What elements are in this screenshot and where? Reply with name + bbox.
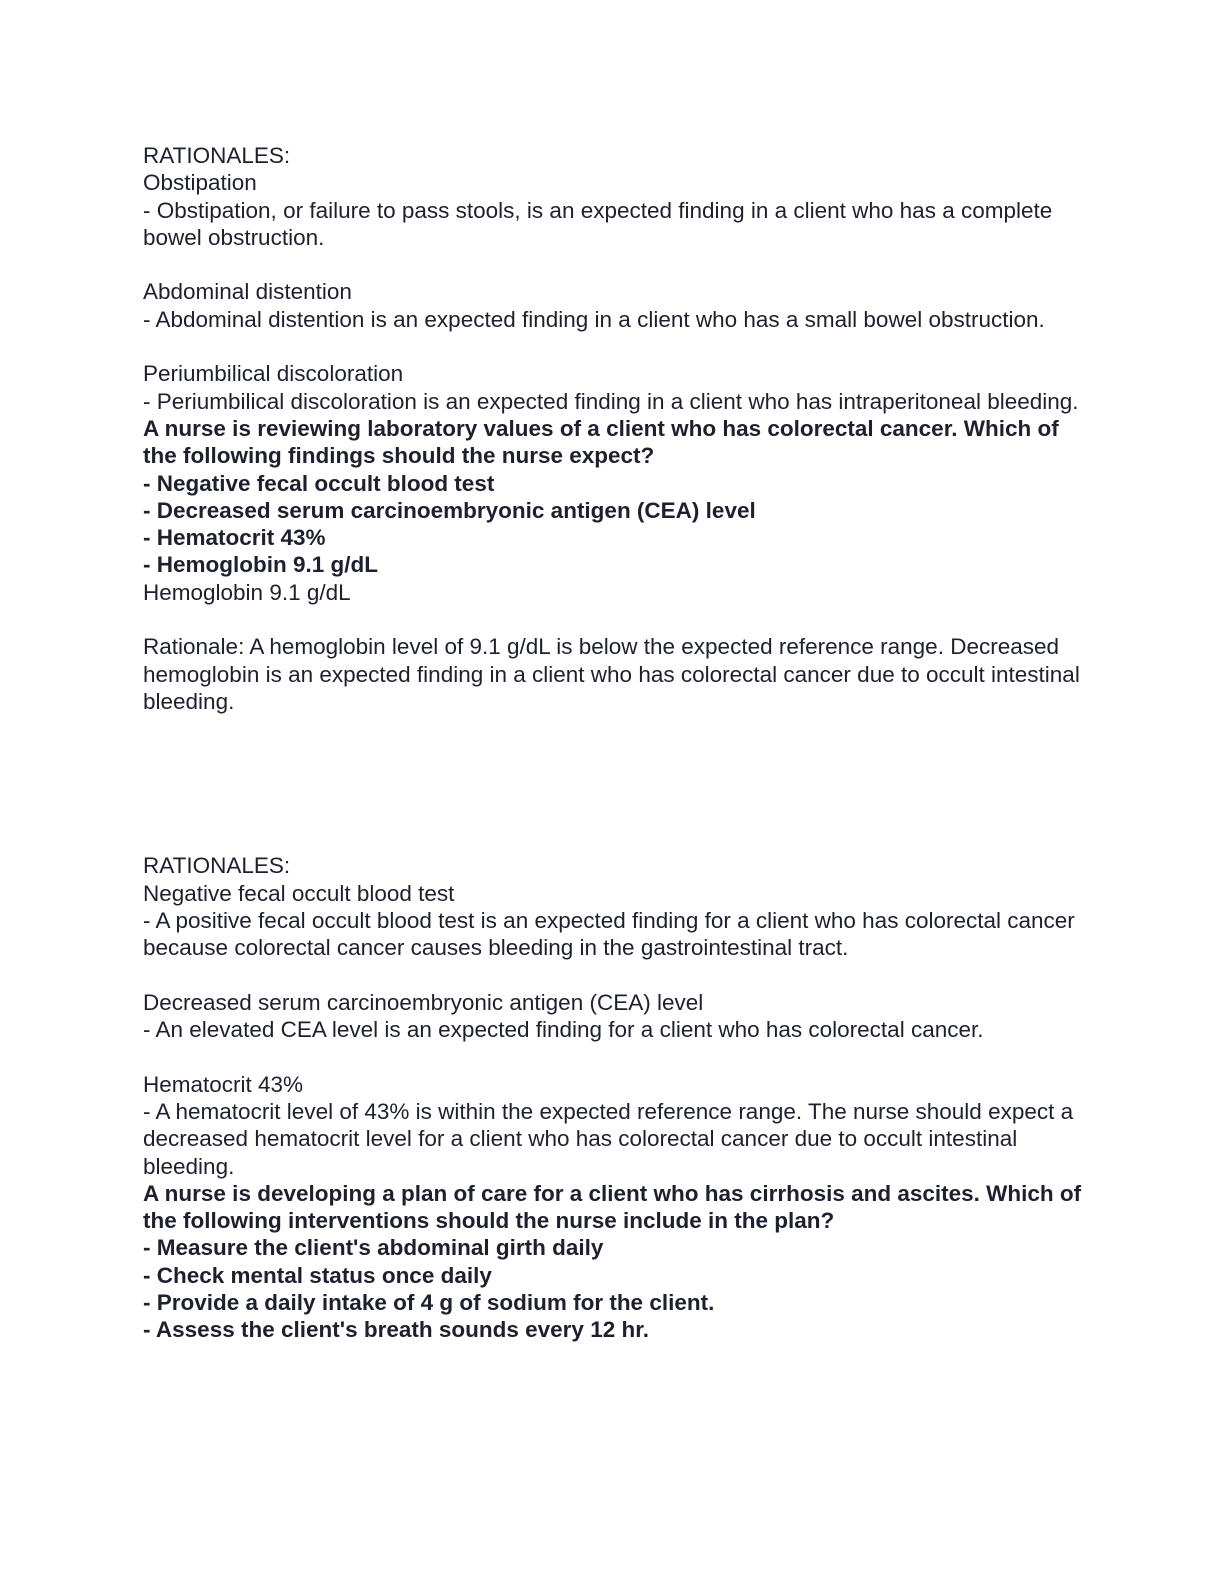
question-option: - Check mental status once daily [143,1262,492,1288]
rationale-text: - Abdominal distention is an expected finding in a client who has a small bowel obstruction. [143,306,1045,332]
question-stem: A nurse is developing a plan of care for a client who has cirrhosis and ascites. Which of the following interventions should the nurse include in the plan? [143,1180,1082,1234]
rationale-text: - Obstipation, or failure to pass stools, is an expected finding in a client who has a complete bowel obstruction. [143,197,1053,250]
rationale-text: - Periumbilical discoloration is an expected finding in a client who has intraperitoneal bleeding. [143,388,1079,414]
rationales-heading: RATIONALES: [143,853,291,879]
rationale-title: Negative fecal occult blood test [143,880,455,906]
question-option: - Assess the client's breath sounds every 12 hr. [143,1317,649,1343]
rationales-heading: RATIONALES: [143,143,291,168]
question-option: - Negative fecal occult blood test [143,470,495,496]
answer-rationale: Rationale: A hemoglobin level of 9.1 g/dL is below the expected reference range. Decreased hemoglobin is an expected finding in a client who has colorectal cancer due to occult intestinal bleeding. [143,634,1080,714]
question-option: - Measure the client's abdominal girth daily [143,1235,604,1261]
question-stem: A nurse is reviewing laboratory values of a client who has colorectal cancer. Which of the following findings should the nurse expect? [143,415,1059,469]
correct-answer: Hemoglobin 9.1 g/dL [143,579,351,605]
rationale-text: - An elevated CEA level is an expected finding for a client who has colorectal cancer. [143,1017,984,1043]
document-page [143,142,1083,1344]
spacer [143,715,1083,852]
spacer [143,251,1083,278]
rationale-title: Decreased serum carcinoembryonic antigen (CEA) level [143,989,704,1015]
question-option: - Hemoglobin 9.1 g/dL [143,552,378,578]
spacer [143,333,1083,360]
rationale-title: Abdominal distention [143,279,352,305]
spacer [143,961,1083,988]
question-option: - Hematocrit 43% [143,525,326,551]
rationale-title: Hematocrit 43% [143,1071,304,1097]
rationale-title: Periumbilical discoloration [143,361,404,387]
rationale-text: - A positive fecal occult blood test is an expected finding for a client who has colorectal cancer because colorectal cancer causes bleeding in the gastrointestinal tract. [143,907,1075,961]
spacer [143,1043,1083,1070]
question-option: - Decreased serum carcinoembryonic antigen (CEA) level [143,497,756,523]
rationale-title: Obstipation [143,170,257,196]
question-option: - Provide a daily intake of 4 g of sodium for the client. [143,1289,715,1315]
spacer [143,606,1083,633]
rationale-text: - A hematocrit level of 43% is within the expected reference range. The nurse should expect a decreased hematocrit level for a client who has colorectal cancer due to occult intestinal bleeding. [143,1098,1074,1179]
